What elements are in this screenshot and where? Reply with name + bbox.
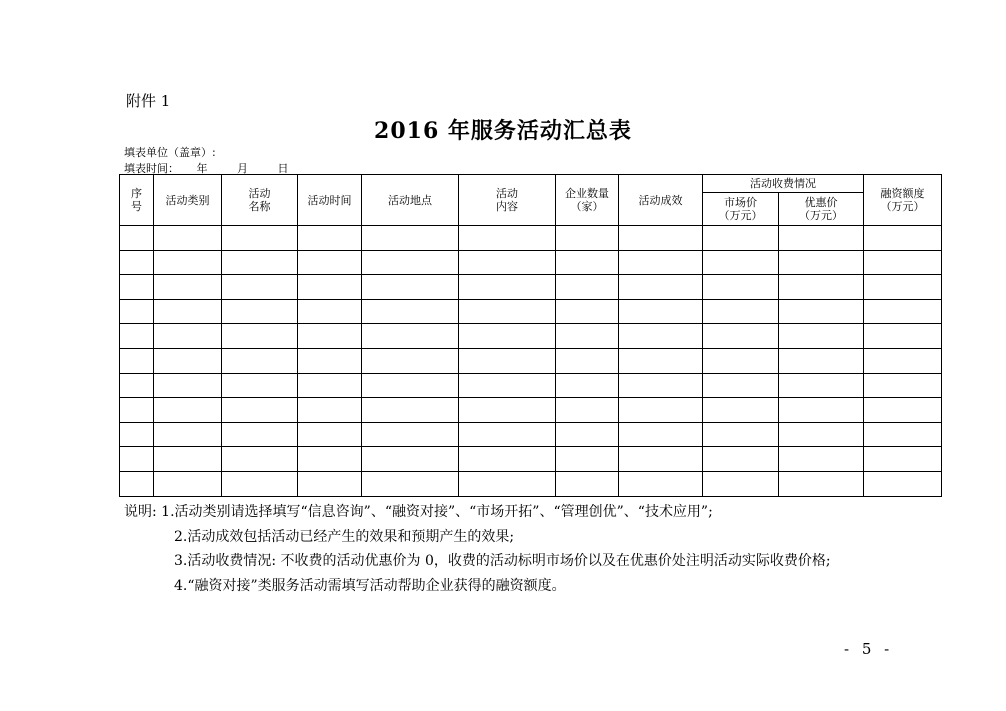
table-cell[interactable] — [864, 471, 942, 496]
table-cell[interactable] — [222, 447, 298, 472]
table-cell[interactable] — [120, 422, 154, 447]
table-cell[interactable] — [362, 422, 459, 447]
table-cell[interactable] — [864, 299, 942, 324]
table-cell[interactable] — [154, 250, 222, 275]
table-cell[interactable] — [362, 275, 459, 300]
col-seq: 序 号 — [120, 175, 154, 226]
table-cell[interactable] — [120, 275, 154, 300]
table-cell[interactable] — [556, 275, 619, 300]
table-cell[interactable] — [154, 299, 222, 324]
table-cell[interactable] — [120, 226, 154, 251]
table-cell[interactable] — [703, 471, 779, 496]
table-cell[interactable] — [459, 373, 556, 398]
table-cell[interactable] — [556, 422, 619, 447]
table-cell[interactable] — [154, 373, 222, 398]
table-cell[interactable] — [556, 398, 619, 423]
table-cell[interactable] — [459, 250, 556, 275]
note-line-2: 2.活动成效包括活动已经产生的效果和预期产生的效果; — [174, 528, 515, 545]
table-cell[interactable] — [222, 226, 298, 251]
table-cell[interactable] — [362, 299, 459, 324]
table-cell[interactable] — [619, 373, 703, 398]
col-fee-group: 活动收费情况 — [703, 175, 864, 193]
table-row — [120, 398, 942, 423]
table-cell[interactable] — [619, 299, 703, 324]
year-label: 年 — [196, 162, 208, 175]
table-cell[interactable] — [298, 471, 362, 496]
table-cell[interactable] — [298, 373, 362, 398]
table-cell[interactable] — [864, 447, 942, 472]
table-row — [120, 299, 942, 324]
table-cell[interactable] — [619, 422, 703, 447]
table-cell[interactable] — [298, 398, 362, 423]
month-label: 月 — [237, 162, 248, 175]
table-cell[interactable] — [556, 447, 619, 472]
table-cell[interactable] — [619, 447, 703, 472]
page-number: - 5 - — [844, 640, 894, 658]
table-cell[interactable] — [154, 324, 222, 349]
table-cell[interactable] — [154, 398, 222, 423]
table-cell[interactable] — [864, 275, 942, 300]
table-cell[interactable] — [556, 250, 619, 275]
table-cell[interactable] — [864, 373, 942, 398]
table-row — [120, 471, 942, 496]
document-title: 2016 年服务活动汇总表 — [374, 118, 632, 144]
table-cell[interactable] — [120, 447, 154, 472]
table-cell[interactable] — [556, 226, 619, 251]
table-cell[interactable] — [556, 348, 619, 373]
table-cell[interactable] — [298, 422, 362, 447]
table-cell[interactable] — [779, 373, 864, 398]
table-row — [120, 373, 942, 398]
col-location: 活动地点 — [362, 175, 459, 226]
col-results: 活动成效 — [619, 175, 703, 226]
table-cell[interactable] — [154, 471, 222, 496]
table-cell[interactable] — [120, 250, 154, 275]
table-cell[interactable] — [459, 398, 556, 423]
table-cell[interactable] — [222, 422, 298, 447]
table-cell[interactable] — [154, 447, 222, 472]
day-label: 日 — [277, 162, 289, 175]
table-cell[interactable] — [779, 299, 864, 324]
note-line-4: 4.“融资对接”类服务活动需填写活动帮助企业获得的融资额度。 — [174, 577, 566, 594]
table-row — [120, 422, 942, 447]
table-cell[interactable] — [459, 348, 556, 373]
table-row — [120, 324, 942, 349]
table-cell[interactable] — [154, 226, 222, 251]
table-cell[interactable] — [298, 275, 362, 300]
table-cell[interactable] — [864, 422, 942, 447]
table-cell[interactable] — [298, 348, 362, 373]
table-cell[interactable] — [120, 324, 154, 349]
table-cell[interactable] — [864, 226, 942, 251]
table-cell[interactable] — [222, 373, 298, 398]
table-cell[interactable] — [298, 250, 362, 275]
table-cell[interactable] — [362, 324, 459, 349]
table-cell[interactable] — [703, 422, 779, 447]
col-discount-price: 优惠价 （万元） — [779, 193, 864, 226]
table-cell[interactable] — [120, 373, 154, 398]
table-cell[interactable] — [619, 226, 703, 251]
table-cell[interactable] — [459, 422, 556, 447]
table-cell[interactable] — [362, 373, 459, 398]
table-cell[interactable] — [222, 348, 298, 373]
attachment-label: 附件 1 — [126, 92, 171, 110]
table-cell[interactable] — [619, 471, 703, 496]
col-category: 活动类别 — [154, 175, 222, 226]
table-cell[interactable] — [703, 447, 779, 472]
table-cell[interactable] — [362, 398, 459, 423]
table-cell[interactable] — [459, 226, 556, 251]
table-cell[interactable] — [556, 373, 619, 398]
filling-time-label: 填表时间： — [124, 162, 179, 175]
note-line-3: 3.活动收费情况: 不收费的活动优惠价为 0，收费的活动标明市场价以及在优惠价处注明活动实际收费价格; — [174, 553, 831, 569]
col-time: 活动时间 — [298, 175, 362, 226]
table-cell[interactable] — [703, 250, 779, 275]
table-cell[interactable] — [298, 299, 362, 324]
table-cell[interactable] — [362, 447, 459, 472]
table-cell[interactable] — [779, 447, 864, 472]
table-cell[interactable] — [459, 275, 556, 300]
table-cell[interactable] — [864, 250, 942, 275]
table-cell[interactable] — [779, 226, 864, 251]
table-cell[interactable] — [120, 348, 154, 373]
table-cell[interactable] — [120, 299, 154, 324]
table-cell[interactable] — [864, 348, 942, 373]
table-cell[interactable] — [703, 226, 779, 251]
table-cell[interactable] — [459, 324, 556, 349]
table-row — [120, 250, 942, 275]
table-cell[interactable] — [703, 348, 779, 373]
table-cell[interactable] — [703, 324, 779, 349]
table-cell[interactable] — [556, 299, 619, 324]
table-cell[interactable] — [298, 324, 362, 349]
table-cell[interactable] — [779, 422, 864, 447]
table-cell[interactable] — [222, 324, 298, 349]
table-cell[interactable] — [362, 348, 459, 373]
table-cell[interactable] — [779, 275, 864, 300]
table-cell[interactable] — [298, 447, 362, 472]
table-cell[interactable] — [864, 398, 942, 423]
table-row — [120, 447, 942, 472]
table-cell[interactable] — [619, 275, 703, 300]
table-cell[interactable] — [459, 447, 556, 472]
table-cell[interactable] — [222, 398, 298, 423]
table-cell[interactable] — [556, 324, 619, 349]
table-cell[interactable] — [619, 348, 703, 373]
note-line-1: 说明: 1.活动类别请选择填写“信息咨询”、“融资对接”、“市场开拓”、“管理创优”、“技术应用”; — [124, 504, 713, 520]
table-cell[interactable] — [222, 275, 298, 300]
table-cell[interactable] — [120, 398, 154, 423]
col-market-price: 市场价 （万元） — [703, 193, 779, 226]
table-cell[interactable] — [362, 471, 459, 496]
table-cell[interactable] — [703, 299, 779, 324]
table-cell[interactable] — [619, 250, 703, 275]
notes-section — [124, 500, 831, 598]
table-cell[interactable] — [154, 422, 222, 447]
table-cell[interactable] — [779, 250, 864, 275]
table-cell[interactable] — [222, 471, 298, 496]
table-cell[interactable] — [362, 250, 459, 275]
table-row — [120, 226, 942, 251]
table-cell[interactable] — [556, 471, 619, 496]
table-cell[interactable] — [779, 398, 864, 423]
table-row — [120, 275, 942, 300]
table-cell[interactable] — [459, 471, 556, 496]
table-cell[interactable] — [120, 471, 154, 496]
table-cell[interactable] — [154, 275, 222, 300]
table-cell[interactable] — [779, 471, 864, 496]
col-company-count: 企业数量 （家） — [556, 175, 619, 226]
table-cell[interactable] — [154, 348, 222, 373]
table-cell[interactable] — [222, 250, 298, 275]
table-row — [120, 348, 942, 373]
table-cell[interactable] — [703, 398, 779, 423]
table-cell[interactable] — [779, 324, 864, 349]
table-cell[interactable] — [459, 299, 556, 324]
table-cell[interactable] — [864, 324, 942, 349]
table-cell[interactable] — [703, 275, 779, 300]
col-name: 活动 名称 — [222, 175, 298, 226]
table-cell[interactable] — [619, 324, 703, 349]
table-cell[interactable] — [703, 373, 779, 398]
table-cell[interactable] — [619, 398, 703, 423]
col-content: 活动 内容 — [459, 175, 556, 226]
summary-table — [119, 174, 942, 497]
table-cell[interactable] — [222, 299, 298, 324]
col-financing: 融资额度 （万元） — [864, 175, 942, 226]
filling-unit-label: 填表单位（盖章）: — [124, 146, 216, 159]
table-cell[interactable] — [362, 226, 459, 251]
table-cell[interactable] — [298, 226, 362, 251]
table-cell[interactable] — [779, 348, 864, 373]
